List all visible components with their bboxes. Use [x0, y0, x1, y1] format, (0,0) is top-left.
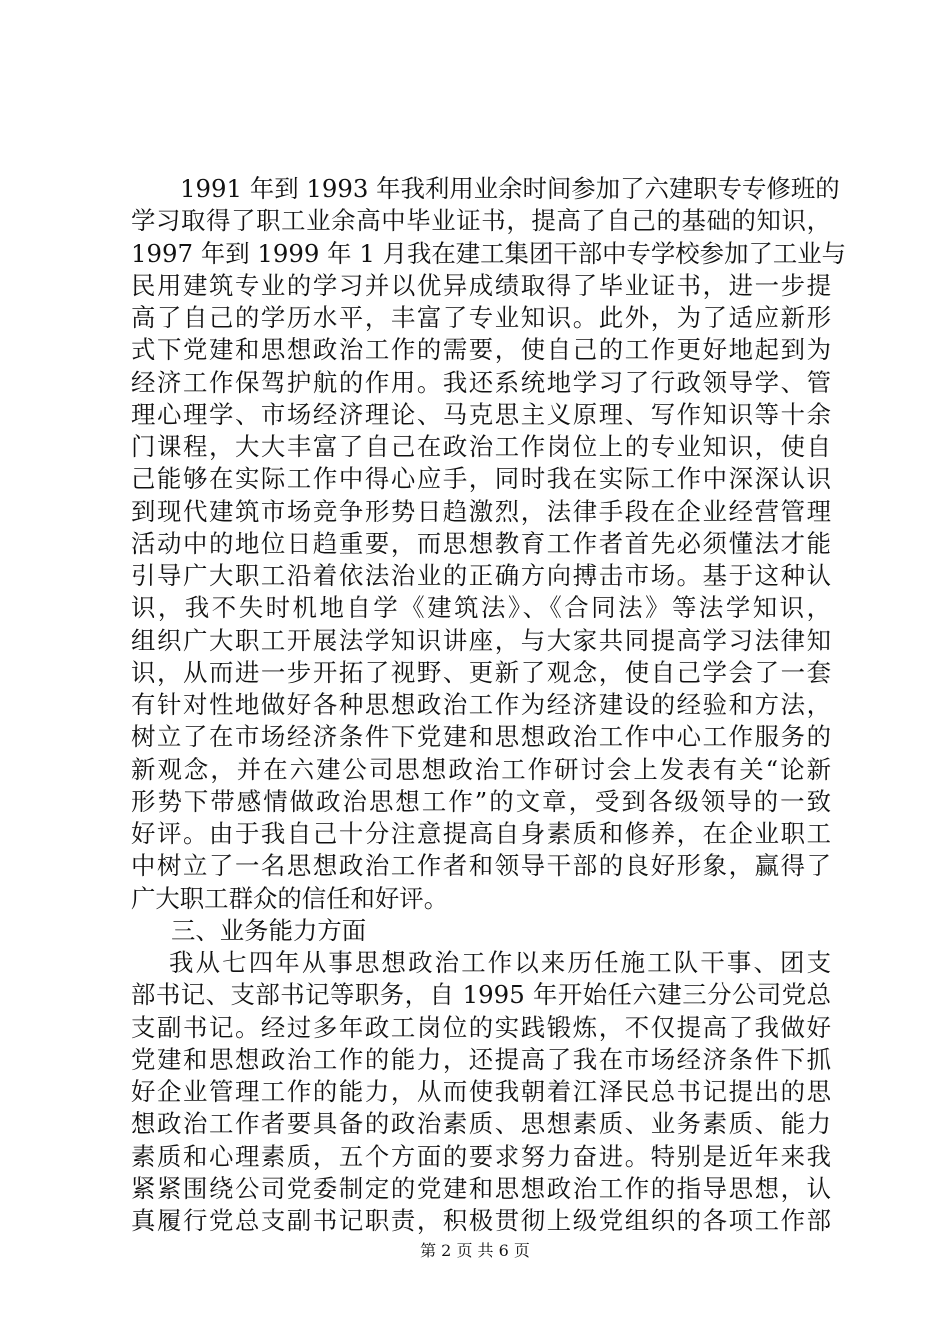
paragraph-line: 好评。由于我自己十分注意提高自身素质和修养，在企业职工: [131, 819, 831, 848]
paragraph-line: 我从七四年从事思想政治工作以来历任施工队干事、团支: [169, 948, 831, 977]
paragraph-line: 1997 年到 1999 年 1 月我在建工集团干部中专学校参加了工业与: [131, 238, 847, 268]
paragraph-line: 广大职工群众的信任和好评。: [131, 883, 449, 913]
paragraph-line: 学习取得了职工业余高中毕业证书，提高了自己的基础的知识，: [131, 206, 831, 236]
section-heading: 三、业务能力方面: [171, 915, 367, 945]
paragraph-line: 中树立了一名思想政治工作者和领导干部的良好形象，赢得了: [131, 851, 831, 881]
paragraph-line: 高了自己的学历水平，丰富了专业知识。此外，为了适应新形: [131, 303, 831, 332]
page-number-footer: 第 2 页 共 6 页: [420, 1241, 530, 1260]
paragraph-line: 支副书记。经过多年政工岗位的实践锻炼，不仅提高了我做好: [131, 1012, 831, 1042]
paragraph-line: 识，我不失时机地自学《建筑法》、《合同法》等法学知识，: [131, 593, 831, 623]
paragraph-line: 民用建筑专业的学习并以优异成绩取得了毕业证书，进一步提: [131, 270, 831, 300]
paragraph-line: 理心理学、市场经济理论、马克思主义原理、写作知识等十余: [131, 399, 831, 429]
paragraph-line: 1991 年到 1993 年我利用业余时间参加了六建职专专修班的: [180, 174, 840, 203]
paragraph-line: 活动中的地位日趋重要，而思想教育工作者首先必须懂法才能: [131, 528, 831, 558]
paragraph-line: 门课程，大大丰富了自己在政治工作岗位上的专业知识，使自: [131, 432, 831, 461]
paragraph-line: 有针对性地做好各种思想政治工作为经济建设的经验和方法，: [131, 690, 831, 719]
paragraph-line: 新观念，并在六建公司思想政治工作研讨会上发表有关“论新: [131, 754, 831, 784]
paragraph-line: 想政治工作者要具备的政治素质、思想素质、业务素质、能力: [131, 1109, 831, 1139]
paragraph-line: 部书记、支部书记等职务，自 1995 年开始任六建三分公司党总: [131, 980, 831, 1010]
paragraph-line: 素质和心理素质，五个方面的要求努力奋进。特别是近年来我: [131, 1141, 831, 1171]
paragraph-line: 党建和思想政治工作的能力，还提高了我在市场经济条件下抓: [131, 1044, 831, 1074]
paragraph-line: 识，从而进一步开拓了视野、更新了观念，使自己学会了一套: [131, 657, 831, 687]
paragraph-line: 到现代建筑市场竞争形势日趋激烈，法律手段在企业经营管理: [131, 496, 831, 526]
paragraph-line: 己能够在实际工作中得心应手，同时我在实际工作中深深认识: [131, 464, 831, 494]
paragraph-line: 式下党建和思想政治工作的需要，使自己的工作更好地起到为: [131, 335, 831, 365]
document-body: [131, 173, 847, 1237]
paragraph-line: 组织广大职工开展法学知识讲座，与大家共同提高学习法律知: [131, 625, 831, 655]
paragraph-line: 引导广大职工沿着依法治业的正确方向搏击市场。基于这种认: [131, 561, 831, 590]
paragraph-line: 经济工作保驾护航的作用。我还系统地学习了行政领导学、管: [131, 367, 831, 397]
paragraph-line: 好企业管理工作的能力，从而使我朝着江泽民总书记提出的思: [131, 1077, 831, 1106]
paragraph-line: 真履行党总支副书记职责，积极贯彻上级党组织的各项工作部: [131, 1206, 831, 1235]
paragraph-line: 形势下带感情做政治思想工作”的文章，受到各级领导的一致: [131, 786, 831, 816]
paragraph-line: 紧紧围绕公司党委制定的党建和思想政治工作的指导思想，认: [131, 1173, 831, 1203]
paragraph-line: 树立了在市场经济条件下党建和思想政治工作中心工作服务的: [131, 722, 831, 752]
